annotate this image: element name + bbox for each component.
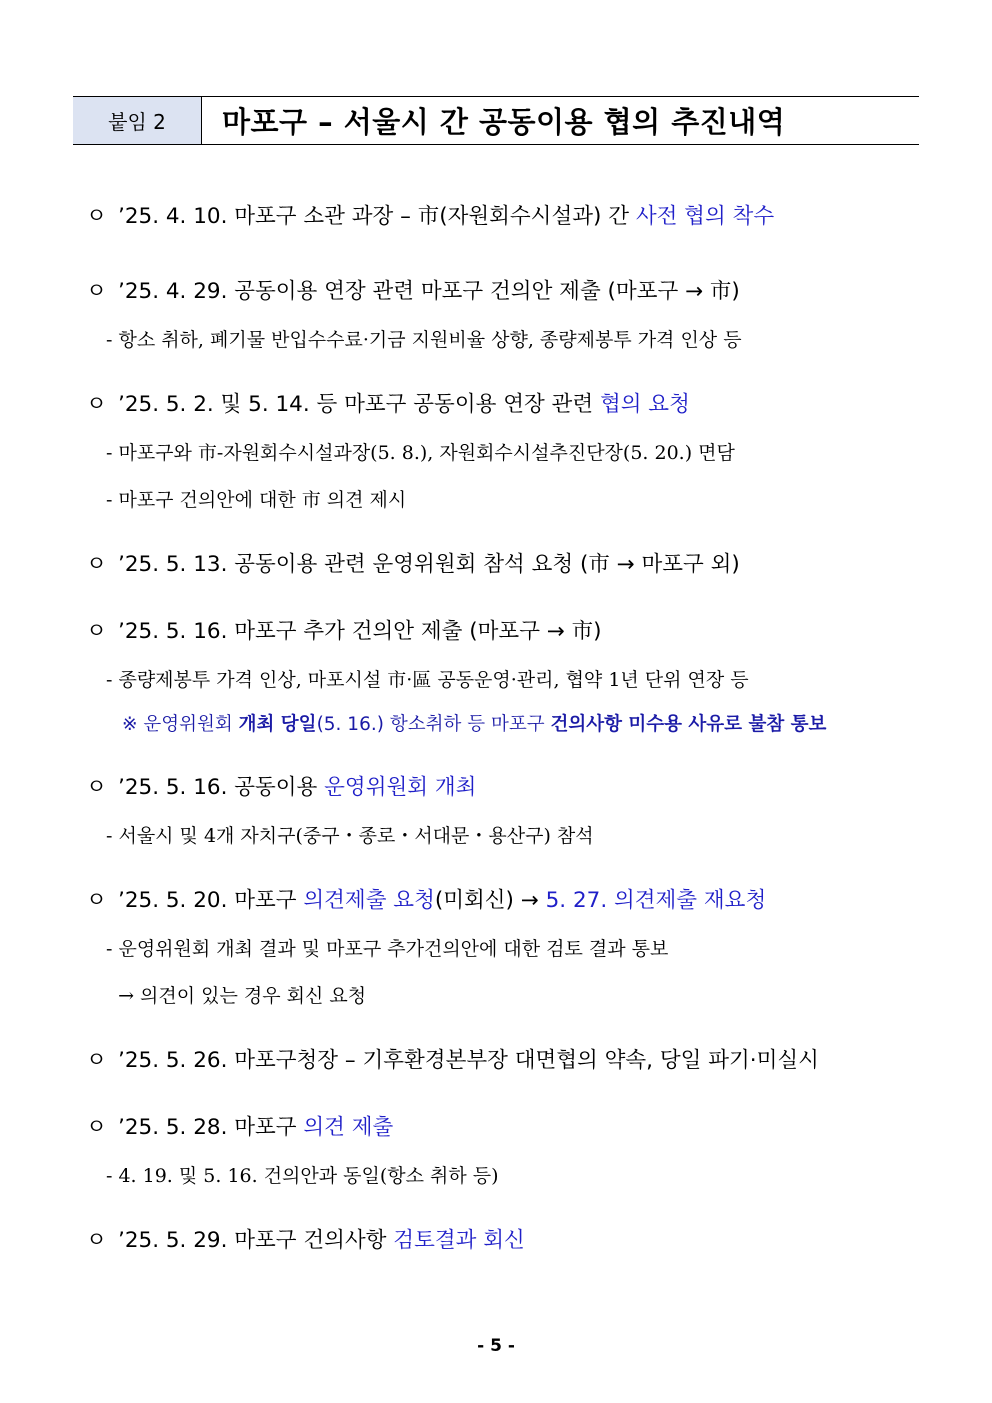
document-header bbox=[73, 96, 919, 145]
bullet-marker: ㅇ bbox=[86, 1115, 107, 1140]
item-text: ’25. 5. 16. 마포구 추가 건의안 제출 (마포구 → 市) bbox=[118, 619, 602, 644]
bullet-marker: ㅇ bbox=[86, 1048, 107, 1073]
item-highlight: 의견제출 요청 bbox=[303, 888, 435, 913]
timeline-item bbox=[86, 1117, 393, 1139]
item-highlight: 협의 요청 bbox=[599, 392, 690, 417]
note-emphasis: 건의사항 미수용 사유로 불참 통보 bbox=[550, 714, 827, 735]
timeline-item bbox=[86, 621, 602, 643]
item-text: ’25. 4. 29. 공동이용 연장 관련 마포구 건의안 제출 (마포구 → 市) bbox=[118, 279, 740, 304]
sub-item: - 운영위원회 개최 결과 및 마포구 추가건의안에 대한 검토 결과 통보 bbox=[106, 938, 669, 960]
bullet-marker: ㅇ bbox=[86, 775, 107, 800]
sub-item: - 항소 취하, 폐기물 반입수수료·기금 지원비율 상향, 종량제봉투 가격 인상 등 bbox=[106, 329, 742, 351]
bullet-marker: ㅇ bbox=[86, 392, 107, 417]
note-emphasis: 개최 당일 bbox=[238, 714, 317, 735]
timeline-item bbox=[86, 206, 774, 228]
item-highlight: 사전 협의 착수 bbox=[635, 204, 775, 229]
bullet-marker: ㅇ bbox=[86, 552, 107, 577]
timeline-item bbox=[86, 777, 476, 799]
bullet-marker: ㅇ bbox=[86, 204, 107, 229]
sub-item: - 4. 19. 및 5. 16. 건의안과 동일(항소 취하 등) bbox=[106, 1165, 499, 1187]
timeline-item bbox=[86, 554, 740, 576]
item-text: ’25. 5. 26. 마포구청장 – 기후환경본부장 대면협의 약속, 당일 파기·미실시 bbox=[118, 1048, 819, 1073]
sub-item: - 서울시 및 4개 자치구(중구・종로・서대문・용산구) 참석 bbox=[106, 825, 594, 847]
item-text: ’25. 5. 2. 및 5. 14. 등 마포구 공동이용 연장 관련 bbox=[118, 392, 600, 417]
timeline-item bbox=[86, 890, 766, 912]
timeline-item bbox=[86, 1230, 525, 1252]
sub-item: - 마포구 건의안에 대한 市 의견 제시 bbox=[106, 489, 407, 511]
item-text: ’25. 5. 20. 마포구 bbox=[118, 888, 304, 913]
bullet-marker: ㅇ bbox=[86, 619, 107, 644]
note-text: ※ 운영위원회 bbox=[122, 714, 239, 735]
page-number: - 5 - bbox=[477, 1336, 515, 1356]
document-title: 마포구 – 서울시 간 공동이용 협의 추진내역 bbox=[222, 105, 786, 139]
timeline-item bbox=[86, 394, 690, 416]
item-text: ’25. 5. 28. 마포구 bbox=[118, 1115, 304, 1140]
item-text: ’25. 4. 10. 마포구 소관 과장 – 市(자원회수시설과) 간 bbox=[118, 204, 636, 229]
sub-item: → 의견이 있는 경우 회신 요청 bbox=[106, 985, 367, 1007]
attachment-tag: 붙임 2 bbox=[73, 97, 202, 144]
bullet-marker: ㅇ bbox=[86, 1228, 107, 1253]
item-text: ’25. 5. 29. 마포구 건의사항 bbox=[118, 1228, 394, 1253]
item-text: (미회신) → bbox=[434, 888, 546, 913]
item-highlight: 5. 27. 의견제출 재요청 bbox=[545, 888, 767, 913]
timeline-item bbox=[86, 281, 740, 303]
bullet-marker: ㅇ bbox=[86, 888, 107, 913]
sub-item: - 마포구와 市-자원회수시설과장(5. 8.), 자원회수시설추진단장(5. 20.) 면담 bbox=[106, 442, 735, 464]
bullet-marker: ㅇ bbox=[86, 279, 107, 304]
item-highlight: 의견 제출 bbox=[303, 1115, 394, 1140]
item-highlight: 검토결과 회신 bbox=[393, 1228, 525, 1253]
item-highlight: 운영위원회 개최 bbox=[324, 775, 477, 800]
sub-item: - 종량제봉투 가격 인상, 마포시설 市·區 공동운영·관리, 협약 1년 단위 연장 등 bbox=[106, 669, 749, 691]
item-text: ’25. 5. 16. 공동이용 bbox=[118, 775, 325, 800]
note-line bbox=[122, 716, 826, 735]
item-text: ’25. 5. 13. 공동이용 관련 운영위원회 참석 요청 (市 → 마포구 외) bbox=[118, 552, 740, 577]
timeline-item bbox=[86, 1050, 819, 1072]
note-text: (5. 16.) 항소취하 등 마포구 bbox=[316, 714, 551, 735]
